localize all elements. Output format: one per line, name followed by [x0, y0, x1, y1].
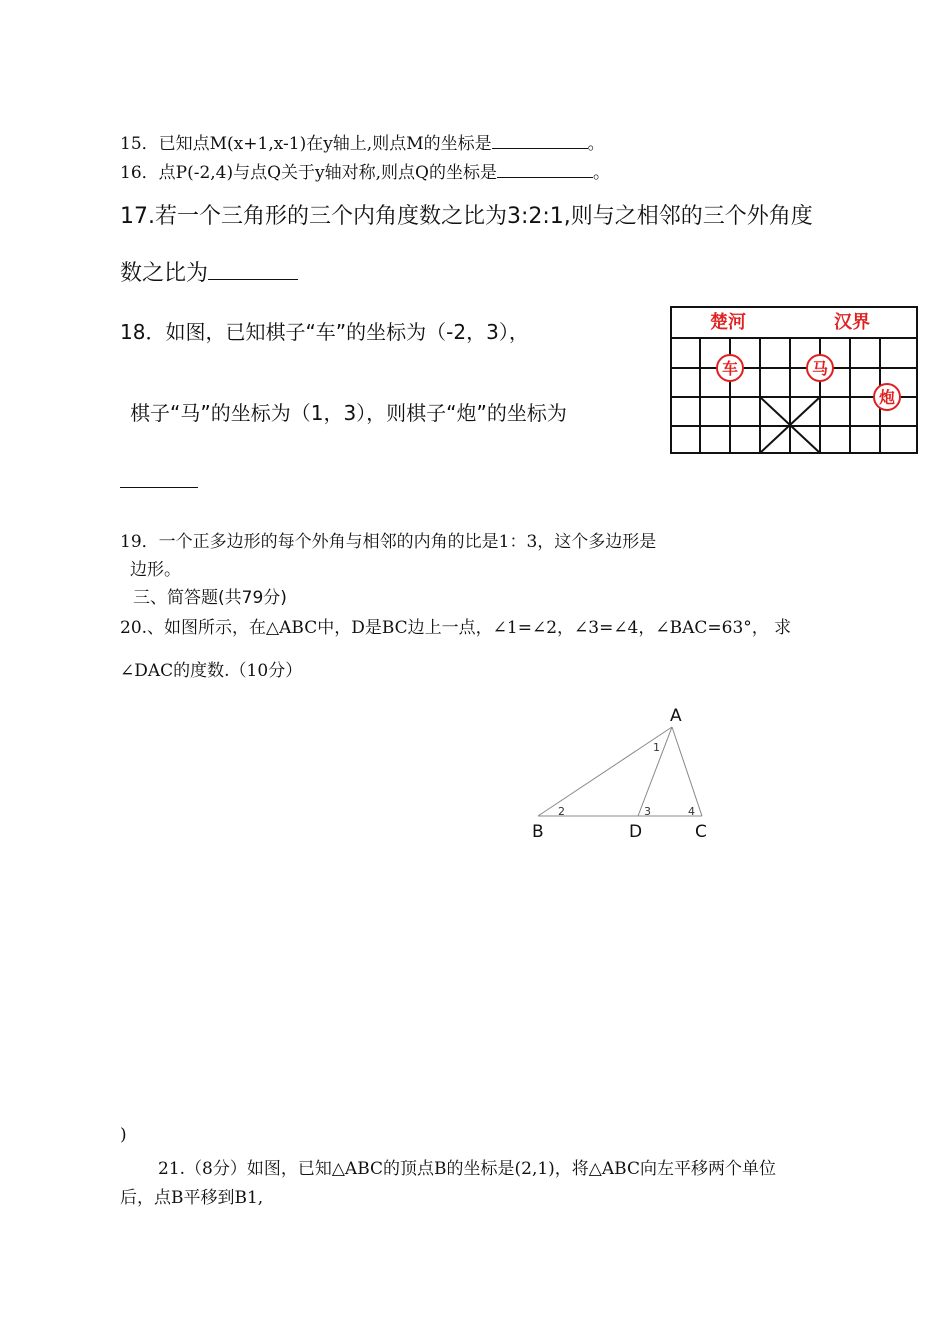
answer-blank	[120, 487, 198, 488]
question-21-line1: 21.（8分）如图，已知△ABC的顶点B的坐标是(2,1)，将△ABC向左平移两个单位	[158, 1159, 776, 1179]
question-18-line2: 棋子“马”的坐标为（1，3），则棋子“炮”的坐标为	[130, 401, 567, 425]
answer-blank	[492, 131, 588, 149]
question-21-line2: 后，点B平移到B1,	[120, 1188, 264, 1208]
question-17-line2-text: 数之比为	[120, 261, 209, 286]
triangle-figure	[520, 700, 730, 850]
question-20-line1: 20.、如图所示，在△ABC中，D是BC边上一点，∠1=∠2，∠3=∠4，∠BAC=63°， 求	[120, 618, 792, 638]
chessboard-figure	[670, 306, 920, 456]
question-16-end: 。	[593, 163, 610, 183]
question-19-line2: 边形。	[130, 560, 181, 580]
vertex-a-label: A	[670, 706, 682, 726]
answer-blank	[208, 257, 298, 280]
question-17-line1: 17.若一个三角形的三个内角度数之比为3:2:1,则与之相邻的三个外角度	[120, 204, 813, 229]
question-16-text: 16．点P(-2,4)与点Q关于y轴对称,则点Q的坐标是	[120, 163, 497, 183]
answer-blank	[497, 160, 593, 178]
piece-car	[717, 355, 743, 381]
piece-cannon	[874, 384, 900, 410]
river-right-label: 汉界	[834, 312, 870, 333]
section-title: 三、简答题(共79分)	[133, 588, 287, 608]
river-left-label: 楚河	[710, 312, 746, 333]
vertex-d-label: D	[629, 822, 643, 842]
angle-1-label: 1	[653, 741, 660, 754]
question-16	[120, 158, 610, 183]
angle-3-label: 3	[644, 805, 651, 818]
question-20-line2: ∠DAC的度数.（10分）	[120, 661, 303, 681]
piece-horse	[807, 355, 833, 381]
vertex-c-label: C	[695, 822, 707, 842]
angle-2-label: 2	[558, 805, 565, 818]
piece-horse-label: 马	[811, 359, 829, 378]
question-18-line1: 18．如图，已知棋子“车”的坐标为（-2，3），	[120, 320, 529, 344]
question-15	[120, 129, 605, 154]
question-15-text: 15．已知点M(x+1,x-1)在y轴上,则点M的坐标是	[120, 134, 492, 154]
angle-4-label: 4	[688, 805, 695, 818]
question-15-end: 。	[587, 134, 605, 154]
question-19-line1: 19．一个正多边形的每个外角与相邻的内角的比是1：3，这个多边形是	[120, 532, 657, 552]
piece-cannon-label: 炮	[878, 388, 896, 407]
piece-car-label: 车	[721, 359, 739, 378]
vertex-b-label: B	[532, 822, 544, 842]
question-17-line2	[120, 256, 298, 287]
stray-mark: )	[120, 1125, 127, 1145]
